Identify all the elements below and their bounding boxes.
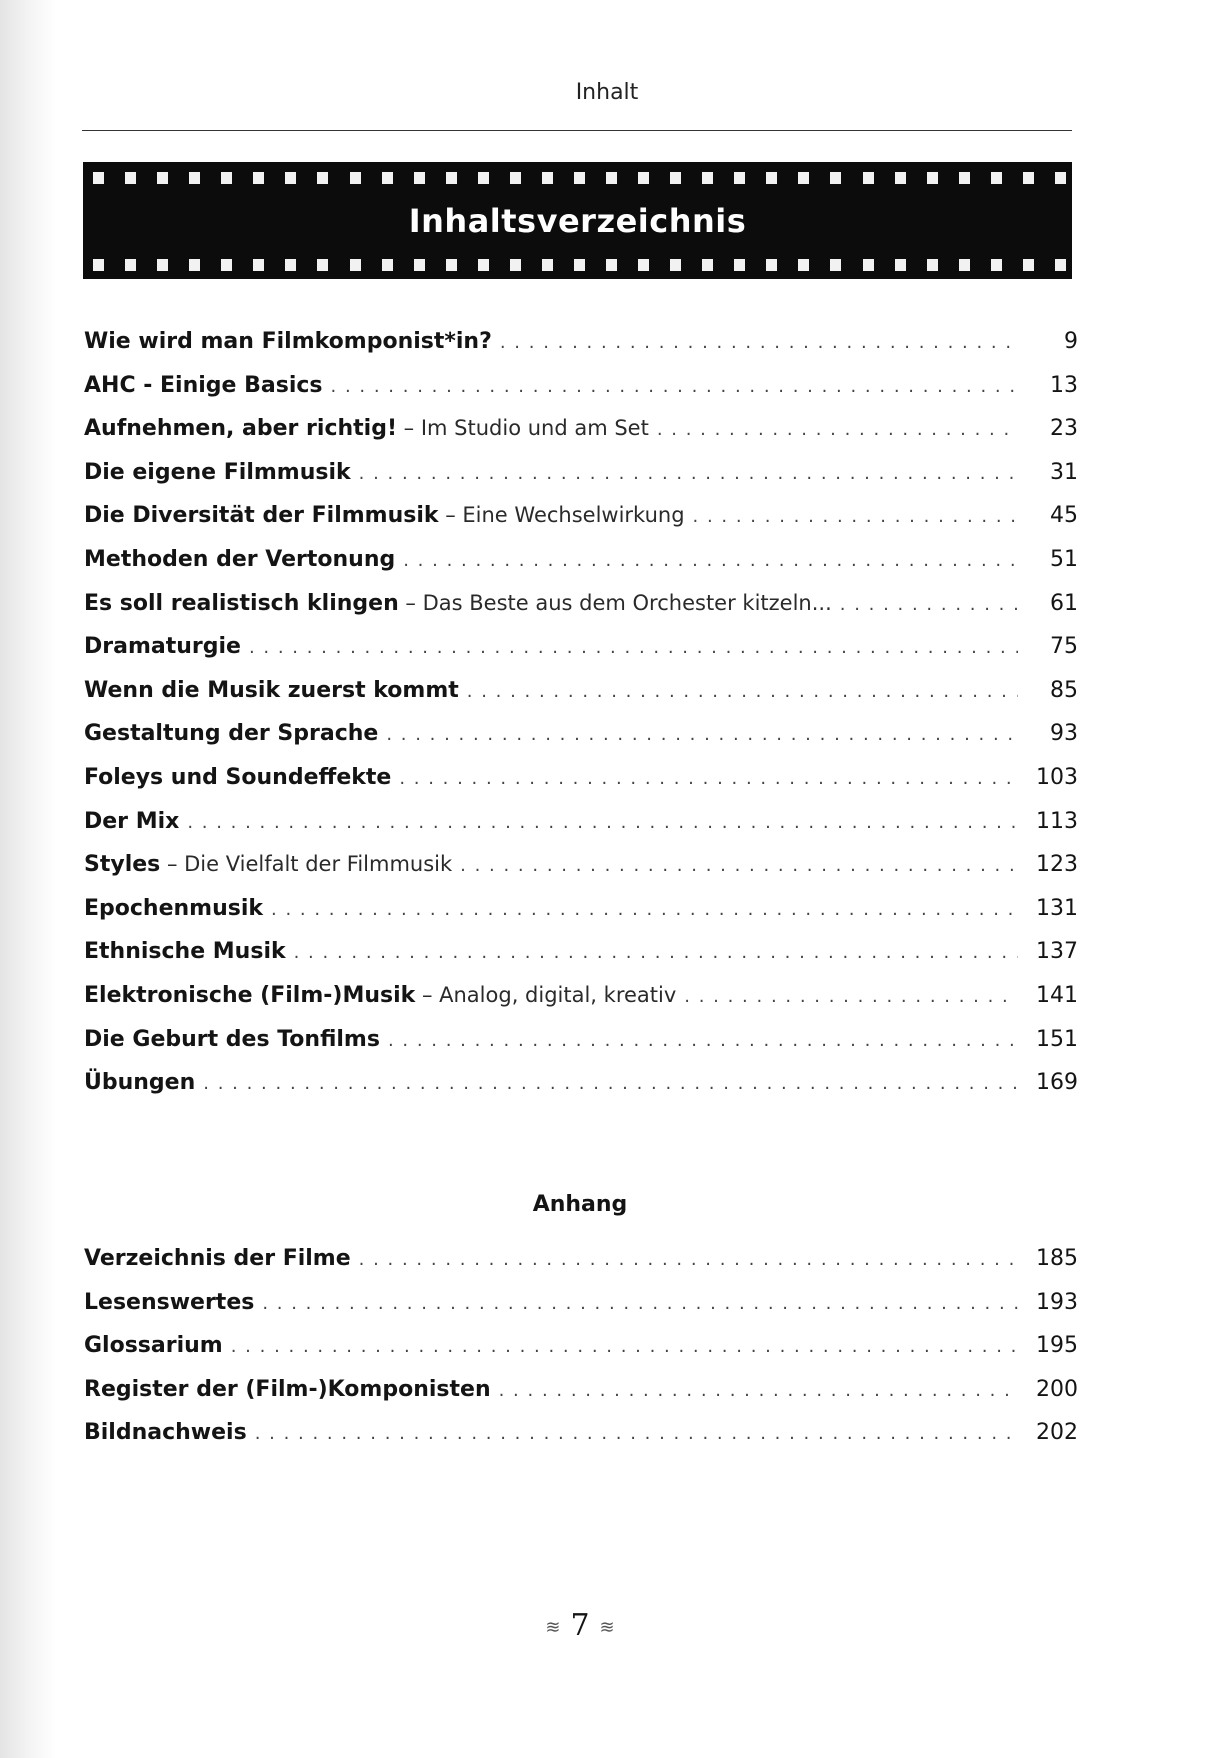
toc-entry-subtitle: – Eine Wechselwirkung	[438, 503, 685, 528]
film-perforation	[1023, 259, 1034, 271]
toc-entry-page: 9	[1064, 329, 1078, 354]
dot-leader	[657, 408, 1018, 452]
toc-entry[interactable]	[84, 407, 1078, 451]
toc-entry-title	[84, 625, 241, 669]
film-perforation	[702, 172, 713, 184]
toc-entry-page: 195	[1036, 1333, 1078, 1359]
toc-entry-title	[84, 538, 395, 582]
toc-entry[interactable]	[84, 625, 1078, 669]
toc-entry-heading: Styles	[84, 852, 161, 878]
toc-entry[interactable]	[84, 843, 1078, 887]
toc-entry-title	[84, 494, 685, 538]
toc-entry-page: 141	[1036, 982, 1078, 1008]
film-perforation	[285, 172, 296, 184]
toc-entry-page: 200	[1036, 1376, 1078, 1402]
film-perforation	[446, 259, 457, 271]
toc-entry-title	[84, 1061, 195, 1105]
film-perforation	[959, 259, 970, 271]
toc-entry[interactable]	[84, 669, 1078, 713]
folio-ornament-right-icon: ≋	[599, 1616, 615, 1638]
film-perforation	[350, 259, 361, 271]
filmstrip-banner	[83, 162, 1072, 279]
toc-entry-title	[84, 669, 459, 713]
film-perforation	[317, 259, 328, 271]
toc-entry-subtitle: – Die Vielfalt der Filmmusik	[160, 852, 453, 877]
toc-entry-subtitle: – Analog, digital, kreativ	[415, 982, 677, 1007]
toc-entry-page: 131	[1036, 895, 1078, 921]
toc-entry-heading: Bildnachweis	[84, 1420, 247, 1446]
film-perforation	[446, 172, 457, 184]
dot-leader	[249, 626, 1018, 670]
film-perforation	[221, 172, 232, 184]
toc-entry[interactable]	[84, 712, 1078, 756]
film-perforation	[638, 172, 649, 184]
dot-leader	[231, 1325, 1018, 1369]
toc-entry-heading: Register der (Film-)Komponisten	[84, 1376, 491, 1402]
toc-entry-title	[84, 974, 676, 1018]
film-perforation	[317, 172, 328, 184]
toc-entry[interactable]	[84, 974, 1078, 1018]
toc-entry-page: 123	[1036, 852, 1078, 878]
film-perforation	[766, 172, 777, 184]
film-perforation	[478, 259, 489, 271]
film-perforation	[638, 259, 649, 271]
toc-entry[interactable]	[84, 1237, 1078, 1281]
toc-entry-heading: Wenn die Musik zuerst kommt	[84, 677, 459, 703]
toc-entry-title	[84, 407, 649, 451]
film-perforation	[478, 172, 489, 184]
film-perforation	[927, 259, 938, 271]
dot-leader	[500, 321, 1018, 365]
film-perforation	[863, 259, 874, 271]
toc-entry-heading: Methoden der Vertonung	[84, 546, 396, 572]
film-perforation	[253, 259, 264, 271]
dot-leader	[203, 1062, 1018, 1106]
film-perforation	[157, 259, 168, 271]
page-number	[0, 1608, 1160, 1643]
dot-leader	[388, 1019, 1018, 1063]
film-perforation	[1055, 172, 1066, 184]
film-perforation	[670, 172, 681, 184]
toc-entry-page: 202	[1036, 1420, 1078, 1446]
appendix-contents	[84, 1237, 1078, 1455]
film-perforation	[350, 172, 361, 184]
toc-entry-title	[84, 712, 378, 756]
folio-number: 7	[570, 1608, 590, 1643]
film-perforation	[574, 259, 585, 271]
toc-entry-page: 23	[1050, 416, 1078, 442]
film-perforation	[1055, 259, 1066, 271]
page-binding-shadow	[0, 0, 56, 1758]
toc-entry-page: 61	[1050, 590, 1078, 616]
toc-entry-page: 185	[1036, 1246, 1078, 1271]
filmstrip-perforations-bottom	[93, 259, 1066, 271]
toc-entry-title	[84, 843, 452, 887]
film-perforation	[382, 259, 393, 271]
film-perforation	[414, 172, 425, 184]
film-perforation	[766, 259, 777, 271]
film-perforation	[125, 259, 136, 271]
toc-entry[interactable]	[84, 1018, 1078, 1062]
toc-entry-heading: Die eigene Filmmusik	[84, 459, 351, 485]
toc-entry-page: 13	[1050, 372, 1078, 398]
toc-entry-title	[84, 887, 263, 931]
toc-entry-title	[84, 1368, 491, 1412]
film-perforation	[798, 172, 809, 184]
toc-entry-page: 51	[1050, 546, 1078, 572]
film-perforation	[93, 259, 104, 271]
film-perforation	[510, 259, 521, 271]
film-perforation	[189, 259, 200, 271]
toc-entry[interactable]	[84, 1281, 1078, 1325]
dot-leader	[399, 757, 1018, 801]
film-perforation	[798, 259, 809, 271]
dot-leader	[460, 844, 1018, 888]
dot-leader	[467, 670, 1018, 714]
film-perforation	[959, 172, 970, 184]
toc-entry-heading: Epochenmusik	[84, 895, 264, 921]
toc-entry[interactable]	[84, 1061, 1078, 1105]
toc-entry[interactable]	[84, 1368, 1078, 1412]
film-perforation	[574, 172, 585, 184]
toc-entry-title	[84, 1281, 254, 1325]
film-perforation	[93, 172, 104, 184]
dot-leader	[187, 801, 1018, 845]
toc-entry-page: 113	[1036, 808, 1078, 834]
film-perforation	[606, 259, 617, 271]
toc-entry-heading: Es soll realistisch klingen	[84, 590, 399, 616]
toc-entry-title	[84, 320, 492, 364]
dot-leader	[359, 1238, 1018, 1282]
toc-entry[interactable]	[84, 756, 1078, 800]
film-perforation	[542, 172, 553, 184]
dot-leader	[255, 1412, 1018, 1456]
toc-entry-page: 193	[1036, 1289, 1078, 1315]
toc-entry[interactable]	[84, 364, 1078, 408]
toc-entry-page: 85	[1050, 677, 1078, 703]
toc-entry-heading: AHC - Einige Basics	[84, 372, 323, 398]
toc-entry[interactable]	[84, 538, 1078, 582]
film-perforation	[895, 172, 906, 184]
folio-ornament-left-icon: ≋	[545, 1616, 561, 1638]
dot-leader	[684, 975, 1018, 1019]
film-perforation	[670, 259, 681, 271]
toc-entry-page: 169	[1036, 1070, 1078, 1096]
toc-entry-page: 103	[1036, 764, 1078, 790]
toc-entry[interactable]	[84, 800, 1078, 844]
film-perforation	[927, 172, 938, 184]
toc-entry[interactable]	[84, 1411, 1078, 1455]
toc-entry-heading: Elektronische (Film-)Musik	[84, 982, 416, 1008]
toc-entry-title	[84, 1237, 351, 1281]
toc-entry-heading: Dramaturgie	[84, 634, 241, 660]
dot-leader	[840, 583, 1018, 627]
dot-leader	[499, 1369, 1018, 1413]
film-perforation	[125, 172, 136, 184]
film-perforation	[542, 259, 553, 271]
dot-leader	[693, 495, 1018, 539]
toc-entry-heading: Glossarium	[84, 1333, 223, 1359]
toc-entry[interactable]	[84, 582, 1078, 626]
banner-title: Inhaltsverzeichnis	[408, 202, 747, 240]
filmstrip-perforations-top	[93, 172, 1066, 184]
header-rule	[82, 130, 1072, 131]
toc-entry[interactable]	[84, 887, 1078, 931]
toc-entry-subtitle: – Das Beste aus dem Orchester kitzeln...	[398, 590, 832, 615]
toc-entry-title	[84, 364, 323, 408]
film-perforation	[830, 259, 841, 271]
toc-entry-heading: Gestaltung der Sprache	[84, 721, 379, 747]
dot-leader	[359, 452, 1018, 496]
toc-entry-page: 93	[1050, 721, 1078, 747]
running-head: Inhalt	[575, 80, 639, 105]
film-perforation	[221, 259, 232, 271]
toc-entry[interactable]	[84, 494, 1078, 538]
film-perforation	[734, 172, 745, 184]
film-perforation	[991, 172, 1002, 184]
film-perforation	[734, 259, 745, 271]
toc-entry[interactable]	[84, 1324, 1078, 1368]
dot-leader	[386, 713, 1018, 757]
toc-entry-heading: Aufnehmen, aber richtig!	[84, 416, 397, 442]
film-perforation	[285, 259, 296, 271]
toc-entry-heading: Verzeichnis der Filme	[84, 1246, 351, 1271]
toc-entry-subtitle: – Im Studio und am Set	[396, 416, 649, 441]
film-perforation	[606, 172, 617, 184]
toc-entry[interactable]	[84, 451, 1078, 495]
toc-entry-heading: Lesenswertes	[84, 1289, 255, 1315]
film-perforation	[414, 259, 425, 271]
film-perforation	[253, 172, 264, 184]
film-perforation	[830, 172, 841, 184]
toc-entry[interactable]	[84, 930, 1078, 974]
film-perforation	[863, 172, 874, 184]
dot-leader	[294, 931, 1018, 975]
toc-entry-title	[84, 1411, 247, 1455]
toc-entry-title	[84, 800, 179, 844]
toc-entry-title	[84, 582, 832, 626]
toc-entry-page: 45	[1050, 503, 1078, 529]
toc-entry-heading: Der Mix	[84, 808, 180, 834]
film-perforation	[702, 259, 713, 271]
film-perforation	[991, 259, 1002, 271]
film-perforation	[510, 172, 521, 184]
table-of-contents	[84, 320, 1078, 1105]
film-perforation	[1023, 172, 1034, 184]
toc-entry-title	[84, 930, 286, 974]
film-perforation	[382, 172, 393, 184]
toc-entry-page: 75	[1050, 634, 1078, 660]
toc-entry-title	[84, 1324, 223, 1368]
toc-entry-page: 151	[1036, 1026, 1078, 1052]
appendix-heading: Anhang	[532, 1192, 628, 1217]
toc-entry-heading: Foleys und Soundeffekte	[84, 764, 392, 790]
dot-leader	[403, 539, 1018, 583]
toc-entry[interactable]	[84, 320, 1078, 364]
toc-entry-heading: Die Geburt des Tonfilms	[84, 1026, 380, 1052]
dot-leader	[331, 365, 1018, 409]
dot-leader	[271, 888, 1018, 932]
dot-leader	[262, 1282, 1018, 1326]
toc-entry-page: 31	[1050, 459, 1078, 485]
film-perforation	[189, 172, 200, 184]
toc-entry-heading: Ethnische Musik	[84, 939, 286, 965]
toc-entry-title	[84, 756, 391, 800]
toc-entry-page: 137	[1036, 939, 1078, 965]
toc-entry-title	[84, 1018, 380, 1062]
toc-entry-heading: Die Diversität der Filmmusik	[84, 503, 439, 529]
toc-entry-heading: Übungen	[84, 1070, 196, 1096]
film-perforation	[895, 259, 906, 271]
toc-entry-heading: Wie wird man Filmkomponist*in?	[84, 329, 492, 354]
film-perforation	[157, 172, 168, 184]
toc-entry-title	[84, 451, 351, 495]
